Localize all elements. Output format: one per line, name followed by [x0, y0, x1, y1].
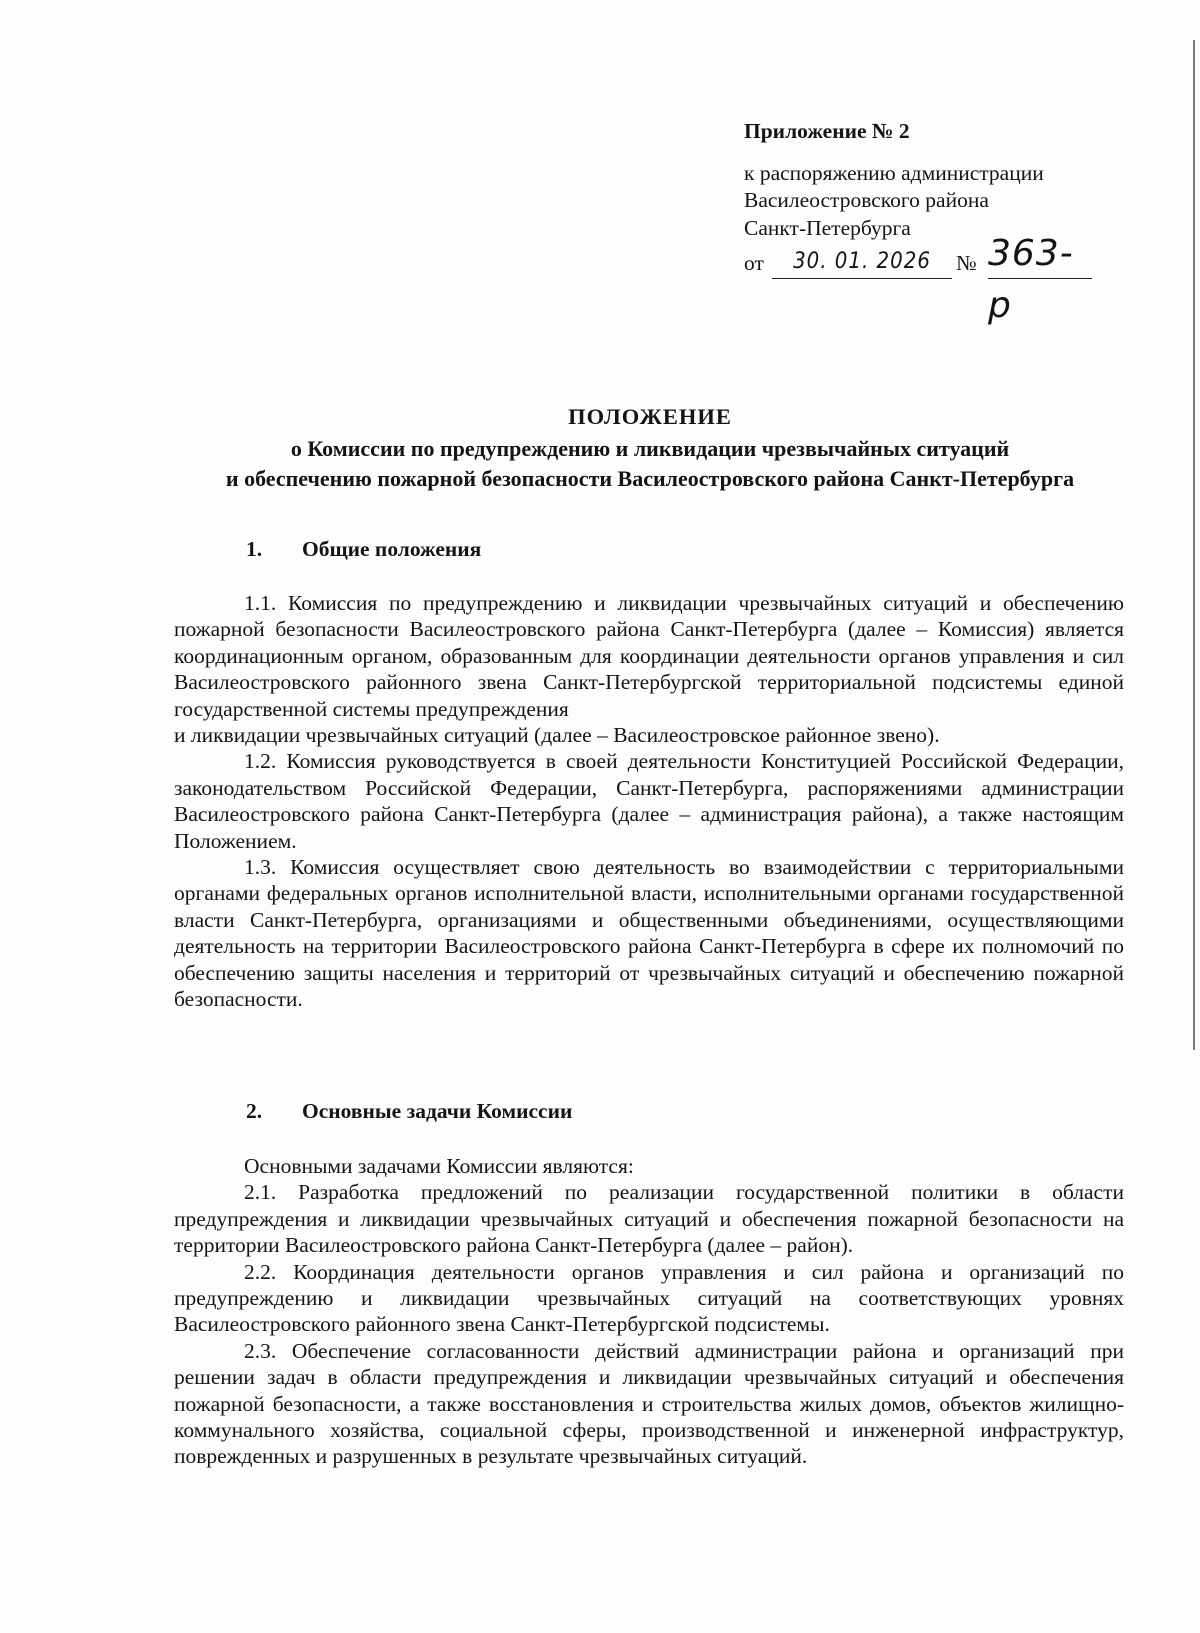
section-2-body: [174, 1153, 1124, 1470]
paragraph-1-1: 1.1. Комиссия по предупреждению и ликвидации чрезвычайных ситуаций и обеспечению пожарной безопасности Василеостровского района Санкт-Петербурга (далее – Комиссия) является координационным органом, образованным для координации деятельности органов управления и сил Василеостровского районного звена Санкт-Петербургской территориальной подсистемы единой государственной системы предупреждения: [174, 591, 1124, 721]
paragraph-1-2: 1.2. Комиссия руководствуется в своей деятельности Конституцией Российской Федерации, законодательством Российской Федерации, Санкт-Петербурга, распоряжениями администрации Василеостровского района Санкт-Петербурга (далее – администрация района), а также настоящим Положением.: [174, 749, 1124, 853]
appendix-line-1: к распоряжению администрации: [744, 160, 1044, 185]
section-1-number: 1.: [246, 537, 263, 561]
paragraph-1-3: 1.3. Комиссия осуществляет свою деятельность во взаимодействии с территориальными органами федеральных органов исполнительной власти, исполнительными органами государственной власти Санкт-Петербурга, организациями и общественными объединениями, осуществляющими деятельность на территории Василеостровского района Санкт-Петербурга в сфере их полномочий по обеспечению защиты населения и территорий от чрезвычайных ситуаций и обеспечению пожарной безопасности.: [174, 855, 1124, 1012]
section-2-heading: [246, 1099, 572, 1124]
section-2-intro: Основными задачами Комиссии являются:: [244, 1154, 634, 1178]
date-prefix: от: [744, 251, 764, 275]
date-number-row: [744, 233, 1164, 326]
title-main: ПОЛОЖЕНИЕ: [568, 404, 732, 429]
order-date: 30. 01. 2026: [772, 244, 952, 279]
paragraph-2-1: 2.1. Разработка предложений по реализации государственной политики в области предупреждения и ликвидации чрезвычайных ситуаций и обеспечения пожарной безопасности на территории Василеостровского района Санкт-Петербурга (далее – район).: [174, 1180, 1124, 1258]
appendix-line-2: Василеостровского района: [744, 188, 989, 212]
title-subtitle-2: и обеспечению пожарной безопасности Василеостровского района Санкт-Петербурга: [225, 466, 1075, 491]
paragraph-2-2: 2.2. Координация деятельности органов управления и сил района и организаций по предупреждению и ликвидации чрезвычайных ситуаций на соответствующих уровнях Василеостровского районного звена Санкт-Петербургской подсистемы.: [174, 1259, 1124, 1337]
paragraph-2-3: 2.3. Обеспечение согласованности действий администрации района и организаций при решении задач в области предупреждения и ликвидации чрезвычайных ситуаций и обеспечения пожарной безопасности, а также восстановления и строительства жилых домов, объектов жилищно-коммунального хозяйства, социальной сферы, производственной и инженерной инфраструктур, поврежденных и разрушенных в результате чрезвычайных ситуаций.: [174, 1338, 1124, 1469]
section-2-number: 2.: [246, 1099, 263, 1123]
section-1-heading: [246, 537, 481, 562]
section-1-title: Общие положения: [302, 537, 482, 561]
document-title: [150, 402, 1150, 494]
scan-edge-line: [1193, 40, 1195, 1050]
number-prefix: №: [956, 251, 977, 275]
order-number: 363-р: [988, 228, 1092, 279]
appendix-line-3: Санкт-Петербурга: [744, 215, 911, 240]
section-1-body: [174, 590, 1124, 1013]
appendix-header: [744, 118, 1164, 326]
appendix-title: Приложение № 2: [744, 119, 910, 143]
title-subtitle-1: о Комиссии по предупреждению и ликвидации чрезвычайных ситуаций: [290, 436, 1010, 461]
section-2-title: Основные задачи Комиссии: [302, 1099, 573, 1123]
paragraph-1-1-cont: и ликвидации чрезвычайных ситуаций (далее – Василеостровское районное звено).: [174, 723, 940, 748]
